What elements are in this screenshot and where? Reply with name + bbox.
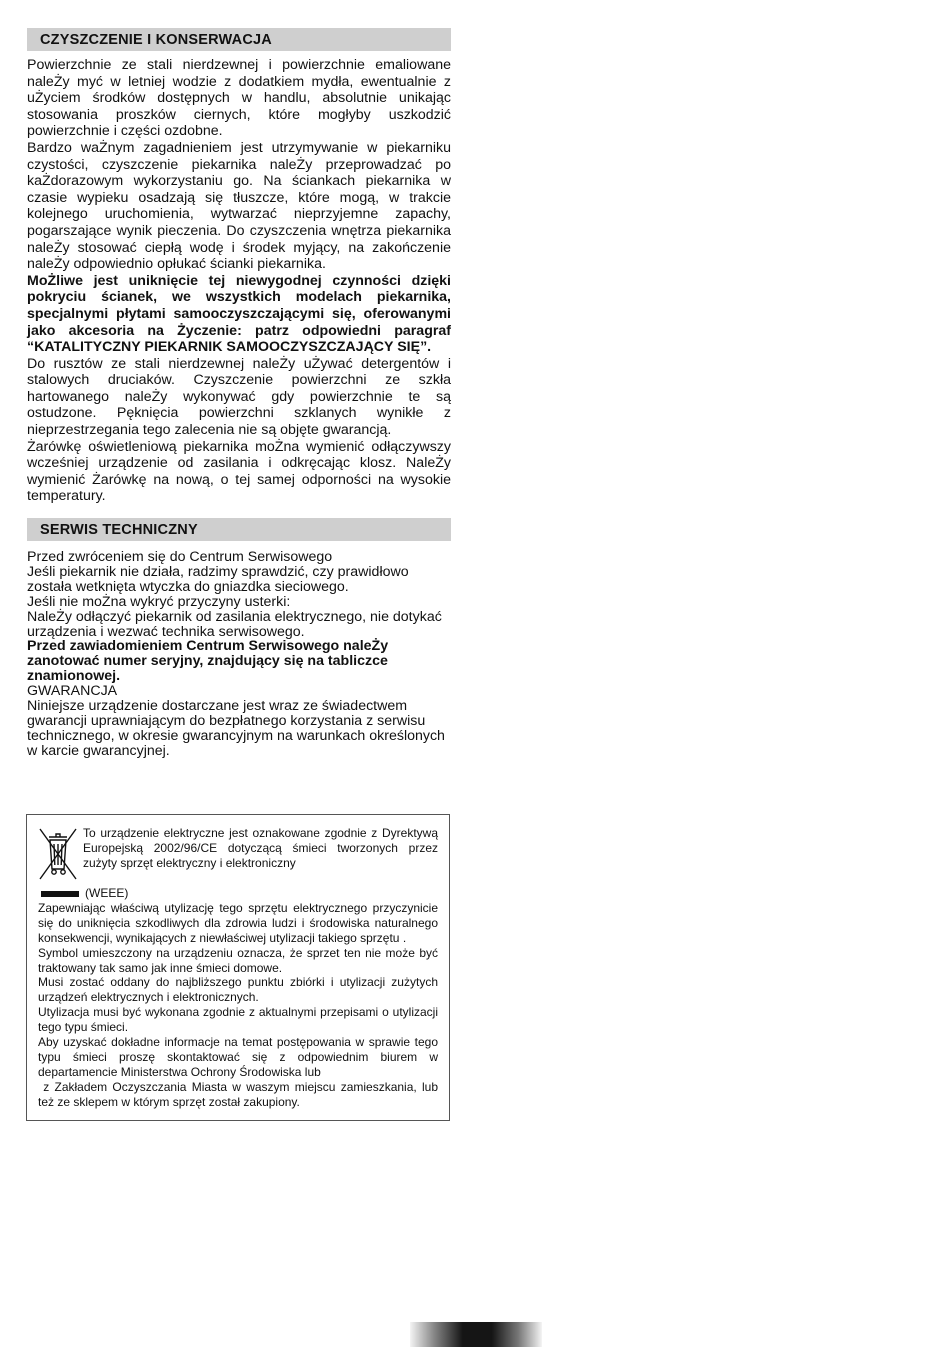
page-number-tab [410,1322,542,1347]
paragraph-bold: MoŻliwe jest uniknięcie tej niewygodnej czynności dzięki pokryciu ścianek, we wszystkich modelach piekarnika, specjalnymi płytami samooczyszczającymi się, oferowanymi jako akcesoria na Życzenie: patrz odpowiedni paragraf “KATALITYCZNY PIEKARNIK SAMOOCZYSZCZAJĄCY SIĘ”. [27,272,451,356]
service-line: NaleŻy odłączyć piekarnik od zasilania elektrycznego, nie dotykać urządzenia i wezwać technika serwisowego. [27,608,442,640]
service-line: Jeśli nie moŻna wykryć przyczyny usterki: [27,593,291,610]
section-heading-service: SERWIS TECHNICZNY [27,518,451,541]
weee-intro: To urządzenie elektryczne jest oznakowane zgodnie z Dyrektywą Europejską 2002/96/CE dotyczącą śmieci tworzonych przez zużyty sprzęt elektryczny i elektroniczny [83,826,438,870]
service-line-bold: Przed zawiadomieniem Centrum Serwisowego naleŻy zanotować numer seryjny, znajdujący się na tabliczce znamionowej. [27,638,389,685]
weee-paragraph: Aby uzyskać dokładne informacje na temat postępowania w sprawie tego typu śmieci proszę skontaktować się z odpowiednim biurem w departamencie Ministerstwa Ochrony Środowiska lub [38,1035,438,1079]
weee-paragraph: Symbol umieszczony na urządzeniu oznacza, że sprzet ten nie może być traktowany tak samo jak inne śmieci domowe. [38,945,438,975]
weee-paragraph: Musi zostać oddany do najbliższego punktu zbiórki i utylizacji zużytych urządzeń elektrycznych i elektronicznych. [38,975,438,1005]
weee-notice-box [26,814,450,1121]
weee-intro-tail: (WEEE) [38,886,438,901]
weee-paragraph: Utylizacja musi być wykonana zgodnie z aktualnymi przepisami o utylizacji tego typu śmieci. [38,1005,438,1035]
paragraph: Żarówkę oświetleniową piekarnika moŻna wymienić odłączywszy wcześniej urządzenie od zasilania i odkręcając klosz. NaleŻy wymienić Żarówkę na nową, o tej samej odporności na wysokie temperatury. [27,438,451,505]
service-line: Przed zwróceniem się do Centrum Serwisowego [27,549,333,565]
section-service [27,518,451,759]
weee-paragraph: Zapewniając właściwą utylizację tego sprzętu elektrycznego przyczynicie się do uniknięcia szkodliwych dla zdrowia ludzi i środowiska naturalnego konsekwencji, wynikających z niewłaściwej utylizacji takiego sprzętu . [38,900,438,945]
service-line: Jeśli piekarnik nie działa, radzimy sprawdzić, czy prawidłowo została wetknięta wtyczka do gniazdka sieciowego. [27,563,409,595]
paragraph: Powierzchnie ze stali nierdzewnej i powierzchnie emaliowane naleŻy myć w letniej wodzie z dodatkiem mydła, ewentualnie z uŻyciem środków dostępnych w handlu, absolutnie unikając stosowania proszków ciernych, które mogłyby uszkodzić powierzchnie i części ozdobne. [27,57,451,140]
section-cleaning [27,28,451,505]
paragraph: Bardzo waŻnym zagadnieniem jest utrzymywanie w piekarniku czystości, czyszczenie piekarnika naleŻy przeprowadzać po kaŻdorazowym wykorzystaniu go. Na ściankach piekarnika w czasie wypieku osadzają się tłuszcze, które mogą, w trakcie kolejnego uruchomienia, wytwarzać nieprzyjemne zapachy, pogarszające wynik pieczenia. Do czyszczenia wnętrza piekarnika naleŻy stosować ciepłą wodę i środek myjący, na zakończenie naleŻy odpowiednio opłukać ścianki piekarnika. [27,139,451,273]
weee-text [38,826,442,1110]
service-line: Niniejsze urządzenie dostarczane jest wraz ze świadectwem gwarancji uprawniającym do bezpłatnego korzystania z serwisu technicznego, w okresie gwarancyjnym na warunkach określonych w karcie gwarancyjnej. [27,698,445,759]
filled-bar-symbol [41,891,79,897]
section-heading-cleaning: CZYSZCZENIE I KONSERWACJA [27,28,451,51]
paragraph: Do rusztów ze stali nierdzewnej naleŻy uŻywać detergentów i stalowych druciaków. Czyszczenie powierzchni ze szkła hartowanego naleŻy wykonywać gdy powierzchnie te są ostudzone. Pęknięcia powierzchni szklanych wynikłe z nieprzestrzegania tego zalecenia nie są objęte gwarancją. [27,355,451,439]
warranty-heading: GWARANCJA [27,683,118,700]
weee-paragraph: z Zakładem Oczyszczania Miasta w waszym miejscu zamieszkania, lub też ze sklepem w którym sprzęt został zakupiony. [38,1079,442,1109]
